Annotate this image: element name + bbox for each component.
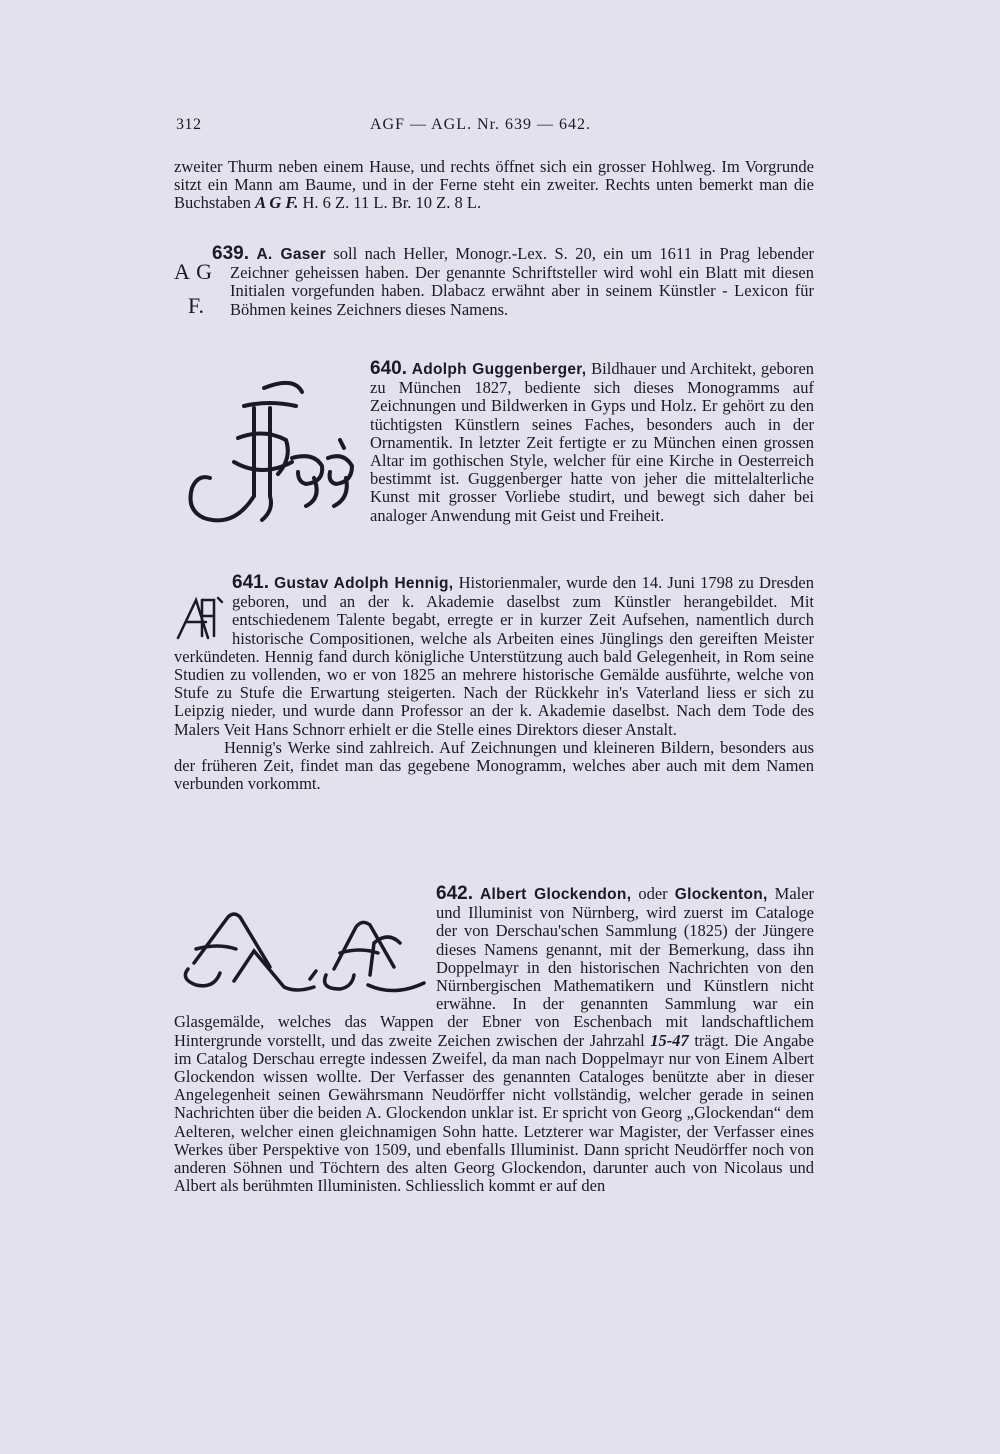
entry-639: [174, 245, 814, 335]
entry-642: [174, 885, 814, 1195]
monogram-639: A G F.: [174, 259, 214, 318]
entry-number: 642.: [436, 883, 473, 904]
intro-text: zweiter Thurm neben einem Hause, und rechts öffnet sich ein grosser Hohlweg. Im Vorgrunde sitzt ein Mann am Baume, und in der Ferne steht ein zweiter. Rechts unten bemerkt man die Buchstaben: [174, 157, 814, 213]
entry-text-continued: trägt. Die Angabe im Catalog Derschau erregte indessen Zweifel, da man nach Doppelmayr nur von Einem Albert Glockendon wissen wollte. Der Verfasser des genannten Cataloges benützte aber in dieser Angelegenheit seinen Gewährsmann Neudörffer nicht vollständig, welcher gerade in seinen Nachrichten über die beiden A. Glockendon unklar ist. Er spricht von Georg „Glockendan“ dem Aelteren, welcher einen gleichnamigen Sohn hatte. Letzterer war Magister, der Verfasser eines Werkes über Perspektive von 1509, und ebenfalls Illuminist. Dann spricht Neudörffer noch von anderen Söhnen und Töchtern des alten Georg Glockendon, darunter auch von Nicolaus und Albert als berühmten Illuministen. Schliesslich kommt er auf den: [174, 1030, 815, 1196]
intro-measure: H. 6 Z. 11 L. Br. 10 Z. 8 L.: [302, 193, 482, 213]
entry-year: 15-47: [650, 1030, 689, 1050]
entry-641: [174, 574, 814, 793]
entry-text: Bildhauer und Architekt, geboren zu München 1827, bediente sich dieses Monogramms auf Zeichnungen und Bildwerken in Gyps und Holz. Er gehört zu den tüchtigsten Künstlern seines Faches, besonders auch in der Ornamentik. In letzter Zeit fertigte er zu München einen grossen Altar im gothischen Style, welcher für eine Kirche in Oesterreich bestimmt ist. Guggenberger hatte von jeher die mittelalterliche Kunst mit grosser Vorliebe studirt, und bewegt sich daher bei analoger Anwendung mit Geist und Freiheit.: [370, 359, 815, 525]
entry-name: Albert Glockendon,: [480, 886, 632, 903]
entry-name: A. Gaser: [256, 246, 326, 263]
entry-name: Adolph Guggenberger,: [411, 361, 587, 378]
entry-number: 640.: [370, 358, 407, 379]
monogram-641: [174, 592, 226, 642]
entry-text: Maler und Illuminist von Nürnberg, wird zuerst im Cataloge der von Derschau'schen Sammlung (1825) der Jüngere dieses Namens genannt, mit der Bemerkung, dass ihn Doppelmayr in den historischen Nachrichten von den Nürnbergischen Mathematikern und Künstlern nicht erwähne. In der genannten Sammlung war ein Glasgemälde, welches das Wappen der Ebner von Eschenbach mit landschaftlichem Hintergrunde vorstellt, und das zweite Zeichen zwischen der Jahrzahl: [174, 884, 815, 1050]
monogram-642: [174, 903, 432, 1003]
intro-letters: A G F.: [255, 193, 299, 213]
entry-text: soll nach Heller, Monogr.-Lex. S. 20, ein um 1611 in Prag lebender Zeichner geheissen haben. Der genannte Schriftsteller wird wohl ein Blatt mit diesen Initialen vorgefunden haben. Dlabacz erwähnt aber in seinem Künstler - Lexicon für Böhmen keines Zeichners dieses Namens.: [230, 244, 815, 319]
monogram-640: [174, 378, 370, 530]
running-title: AGF — AGL. Nr. 639 — 642.: [370, 116, 592, 133]
entry-paragraph-2: Hennig's Werke sind zahlreich. Auf Zeichnungen und kleineren Bildern, besonders aus der früheren Zeit, findet man das gegebene Monogramm, welches aber auch mit dem Namen verbunden vorkommt.: [174, 737, 814, 794]
intro-paragraph: [174, 158, 814, 213]
entry-number: 641.: [232, 572, 269, 593]
entry-number: 639.: [212, 243, 249, 264]
entry-name-connector: oder: [638, 884, 668, 903]
entry-name-alt: Glockenton,: [674, 886, 768, 903]
entry-640: [174, 360, 814, 530]
entry-name: Gustav Adolph Hennig,: [274, 575, 454, 592]
entry-text: Historienmaler, wurde den 14. Juni 1798 zu Dresden geboren, und an der k. Akademie daselbst zum Künstler herangebildet. Mit entschiedenem Talente begabt, erregte er in kurzer Zeit Aufsehen, namentlich durch historische Compositionen, welche als Arbeiten eines Jünglings den gereiften Meister verkündeten. Hennig fand durch königliche Unterstützung auch bald Gelegenheit, in Rom seine Studien zu vollenden, wo er von 1825 an mehrere historische Gemälde ausführte, welche von Stufe zu Stufe die Erwartung steigerten. Nach der Rückkehr in's Vaterland liess er sich zu Leipzig nieder, und wurde dann Professor an der k. Akademie daselbst. Nach dem Tode des Malers Veit Hans Schnorr erhielt er die Stelle eines Direktors dieser Anstalt.: [174, 573, 815, 739]
page-number: 312: [176, 116, 202, 133]
